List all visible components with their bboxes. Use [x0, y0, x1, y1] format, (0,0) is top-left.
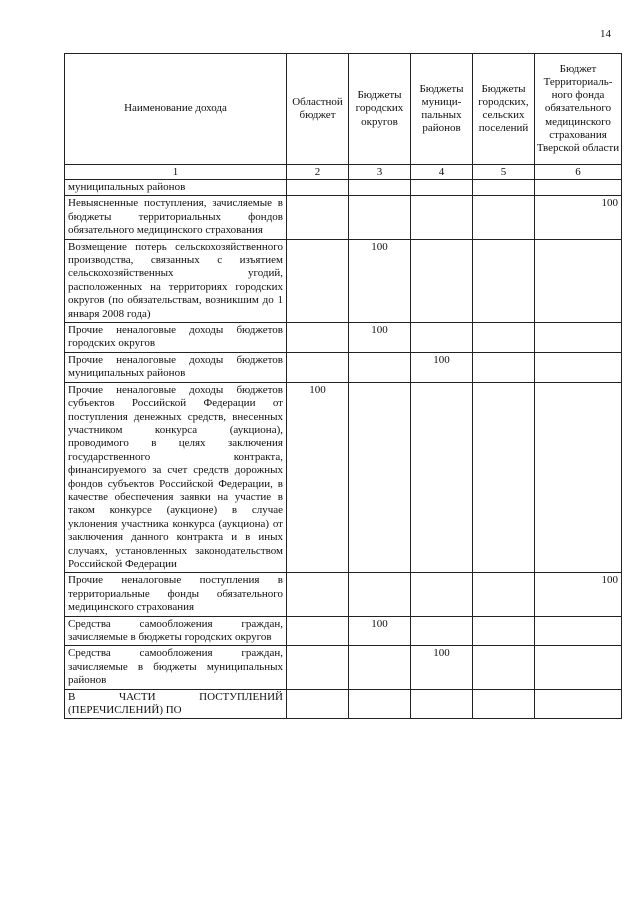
share-settlements	[473, 352, 535, 382]
table-row	[65, 180, 622, 196]
income-name: Невыясненные поступления, зачисляемые в бюджеты территориальных фондов обязательного медицинского страхования	[65, 196, 287, 239]
share-settlements	[473, 180, 535, 196]
share-city-districts	[349, 573, 411, 616]
share-regional	[287, 323, 349, 353]
share-regional	[287, 616, 349, 646]
column-number: 5	[473, 165, 535, 180]
share-city-districts: 100	[349, 239, 411, 322]
income-name: Прочие неналоговые доходы бюджетов городских округов	[65, 323, 287, 353]
table-row	[65, 382, 622, 573]
column-number: 2	[287, 165, 349, 180]
income-name: Прочие неналоговые доходы бюджетов муниципальных районов	[65, 352, 287, 382]
share-municipal-districts	[411, 616, 473, 646]
share-regional	[287, 646, 349, 689]
column-number: 6	[535, 165, 622, 180]
share-settlements	[473, 646, 535, 689]
income-name: Средства самообложения граждан, зачисляемые в бюджеты муниципальных районов	[65, 646, 287, 689]
share-medical-fund	[535, 646, 622, 689]
share-settlements	[473, 239, 535, 322]
table-row	[65, 323, 622, 353]
share-medical-fund	[535, 689, 622, 719]
column-number: 3	[349, 165, 411, 180]
share-city-districts	[349, 180, 411, 196]
share-city-districts	[349, 646, 411, 689]
share-regional	[287, 239, 349, 322]
header-row	[65, 54, 622, 165]
share-municipal-districts	[411, 180, 473, 196]
share-city-districts	[349, 352, 411, 382]
share-municipal-districts	[411, 323, 473, 353]
share-municipal-districts: 100	[411, 646, 473, 689]
section-heading: В ЧАСТИ ПОСТУПЛЕНИЙ (ПЕРЕЧИСЛЕНИЙ) ПО	[65, 689, 287, 719]
share-medical-fund	[535, 239, 622, 322]
share-city-districts: 100	[349, 616, 411, 646]
income-name: Средства самообложения граждан, зачисляемые в бюджеты городских округов	[65, 616, 287, 646]
share-settlements	[473, 689, 535, 719]
share-settlements	[473, 196, 535, 239]
header-settlement-budgets: Бюджеты городских, сельских поселений	[473, 54, 535, 165]
share-medical-fund	[535, 382, 622, 573]
income-name: Прочие неналоговые поступления в территориальные фонды обязательного медицинского страхования	[65, 573, 287, 616]
income-name: муниципальных районов	[65, 180, 287, 196]
header-city-district-budgets: Бюджеты городских округов	[349, 54, 411, 165]
table-row	[65, 196, 622, 239]
revenue-distribution-table	[64, 53, 622, 719]
header-medical-insurance-fund: Бюджет Территориаль-ного фонда обязательного медицинского страхования Тверской области	[535, 54, 622, 165]
share-city-districts	[349, 196, 411, 239]
table-row	[65, 239, 622, 322]
income-name: Возмещение потерь сельскохозяйственного производства, связанных с изъятием сельскохозяйственных угодий, расположенных на территориях городских округов (по обязательствам, возникшим до 1 января 2008 года)	[65, 239, 287, 322]
column-number: 1	[65, 165, 287, 180]
header-income-name: Наименование дохода	[65, 54, 287, 165]
share-municipal-districts	[411, 573, 473, 616]
share-city-districts: 100	[349, 323, 411, 353]
share-settlements	[473, 323, 535, 353]
column-number-row	[65, 165, 622, 180]
column-number: 4	[411, 165, 473, 180]
share-medical-fund: 100	[535, 196, 622, 239]
share-regional	[287, 573, 349, 616]
share-settlements	[473, 616, 535, 646]
share-settlements	[473, 573, 535, 616]
share-municipal-districts	[411, 239, 473, 322]
share-medical-fund: 100	[535, 573, 622, 616]
share-regional	[287, 352, 349, 382]
share-city-districts	[349, 382, 411, 573]
table-row	[65, 352, 622, 382]
header-municipal-district-budgets: Бюджеты муници-пальных районов	[411, 54, 473, 165]
share-medical-fund	[535, 180, 622, 196]
header-regional-budget: Областной бюджет	[287, 54, 349, 165]
share-municipal-districts	[411, 689, 473, 719]
share-regional	[287, 196, 349, 239]
share-medical-fund	[535, 352, 622, 382]
share-municipal-districts	[411, 196, 473, 239]
share-medical-fund	[535, 323, 622, 353]
table-row	[65, 646, 622, 689]
share-medical-fund	[535, 616, 622, 646]
share-regional	[287, 180, 349, 196]
table-row	[65, 689, 622, 719]
share-regional	[287, 689, 349, 719]
table-row	[65, 573, 622, 616]
share-municipal-districts: 100	[411, 352, 473, 382]
table-row	[65, 616, 622, 646]
page-number: 14	[600, 28, 611, 40]
share-municipal-districts	[411, 382, 473, 573]
share-regional: 100	[287, 382, 349, 573]
share-city-districts	[349, 689, 411, 719]
income-name: Прочие неналоговые доходы бюджетов субъектов Российской Федерации от поступления денежных средств, внесенных участником конкурса (аукциона), проводимого в целях заключения государственного контракта, финансируемого за счет средств дорожных фондов субъектов Российской Федерации, в качестве обеспечения заявки на участие в таком конкурсе (аукционе) в случае уклонения участника конкурса (аукциона) от заключения данного контракта и в иных случаях, установленных законодательством Российской Федерации	[65, 382, 287, 573]
share-settlements	[473, 382, 535, 573]
